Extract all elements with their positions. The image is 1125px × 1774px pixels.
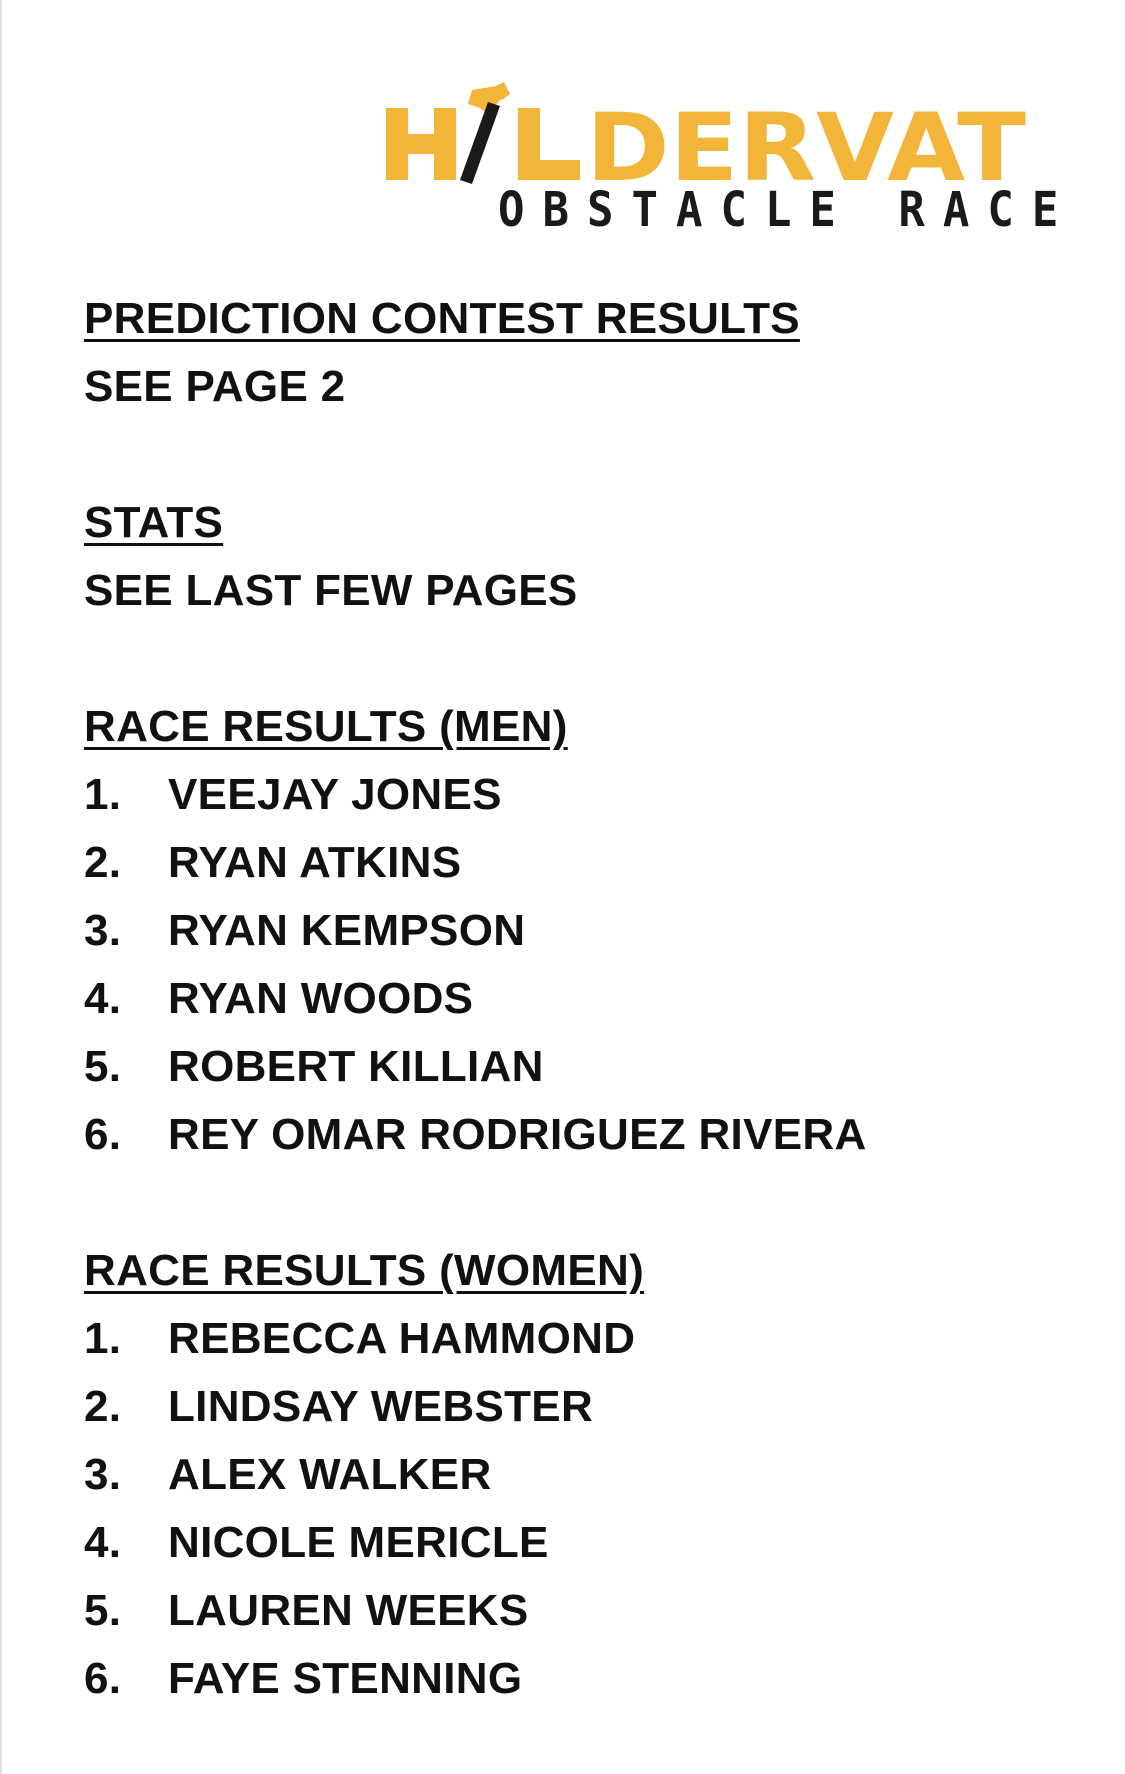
page-edge-shadow [0,0,3,1774]
axe-icon [460,102,500,184]
spacer [84,1169,1084,1237]
list-number: 4. [84,1518,122,1567]
list-item [84,1305,1084,1373]
list-item [84,1441,1084,1509]
list-item [84,1101,1084,1169]
results-document [84,285,1084,1713]
racer-name: ALEX WALKER [168,1450,492,1499]
list-item [84,1577,1084,1645]
list-item [84,1373,1084,1441]
spacer [84,421,1084,489]
list-number: 5. [84,1586,122,1635]
men-results-heading: RACE RESULTS (MEN) [84,702,568,751]
list-item [84,1509,1084,1577]
list-number: 1. [84,1314,122,1363]
list-number: 3. [84,1450,122,1499]
list-number: 5. [84,1042,122,1091]
racer-name: RYAN WOODS [168,974,474,1023]
racer-name: REBECCA HAMMOND [168,1314,636,1363]
list-number: 4. [84,974,122,1023]
racer-name: ROBERT KILLIAN [168,1042,544,1091]
women-results-heading: RACE RESULTS (WOMEN) [84,1246,645,1295]
svg-text:DERVAT: DERVAT [586,94,1026,190]
list-item [84,761,1084,829]
list-item [84,1645,1084,1713]
racer-name: FAYE STENNING [168,1654,523,1703]
list-number: 2. [84,1382,122,1431]
racer-name: VEEJAY JONES [168,770,502,819]
racer-name: RYAN KEMPSON [168,906,526,955]
list-number: 6. [84,1110,122,1159]
list-number: 3. [84,906,122,955]
racer-name: NICOLE MERICLE [168,1518,549,1567]
racer-name: REY OMAR RODRIGUEZ RIVERA [168,1110,867,1159]
prediction-heading: PREDICTION CONTEST RESULTS [84,294,800,343]
logo-subtitle: OBSTACLE RACE [498,182,1077,239]
racer-name: LAUREN WEEKS [168,1586,529,1635]
list-item [84,965,1084,1033]
spacer [84,625,1084,693]
haldervat-logo [380,60,1077,240]
list-item [84,1033,1084,1101]
list-item [84,829,1084,897]
list-number: 1. [84,770,122,819]
list-number: 6. [84,1654,122,1703]
list-item [84,897,1084,965]
prediction-note: SEE PAGE 2 [84,362,346,411]
racer-name: RYAN ATKINS [168,838,462,887]
list-number: 2. [84,838,122,887]
racer-name: LINDSAY WEBSTER [168,1382,594,1431]
stats-note: SEE LAST FEW PAGES [84,566,578,615]
haldervat-wordmark [380,80,1030,190]
stats-heading: STATS [84,498,224,547]
